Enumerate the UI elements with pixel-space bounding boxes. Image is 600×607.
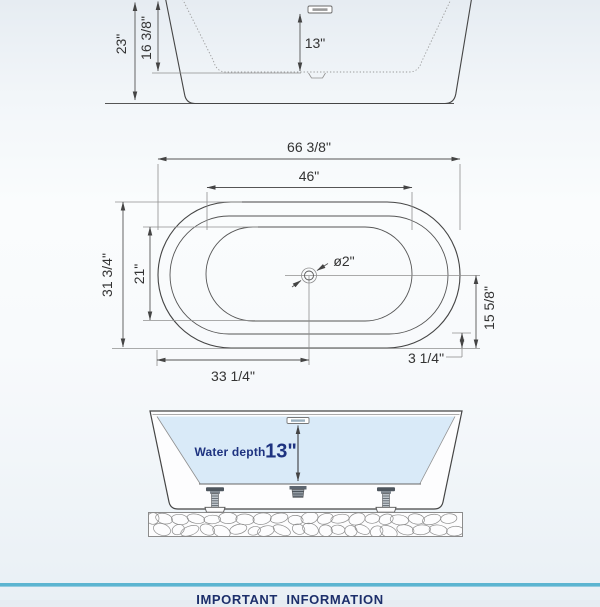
tub-shell-outline — [165, 0, 472, 104]
footer-heading: IMPORTANT INFORMATION — [196, 592, 384, 607]
dim-label-overflow-height: 13" — [304, 35, 326, 51]
footer-divider-line — [0, 583, 600, 587]
dim-label-drain-to-side: 15 5/8" — [481, 286, 497, 330]
dim-label-overall-height: 23" — [113, 33, 129, 55]
overflow-fitting-water — [287, 418, 309, 424]
drain-plan — [285, 264, 480, 366]
dim-label-overall-width: 31 3/4" — [99, 253, 115, 297]
drain-outlet-side — [309, 73, 326, 78]
water-depth-label: Water depth — [194, 445, 266, 459]
dim-label-drain-diameter: ø2" — [333, 253, 355, 269]
ground-hatch — [146, 511, 464, 541]
dim-label-inner-depth: 16 3/8" — [138, 16, 154, 60]
water-depth-view — [146, 411, 464, 541]
overflow-fitting-icon — [308, 6, 332, 13]
dim-label-overall-length: 66 3/8" — [287, 139, 331, 155]
plan-view — [112, 159, 480, 366]
dim-label-drain-from-end: 33 1/4" — [211, 368, 255, 384]
dim-label-basin-length: 46" — [298, 168, 320, 184]
dim-label-rim-width: 3 1/4" — [407, 350, 445, 366]
side-elevation-view — [105, 0, 472, 104]
water-depth-value: 13" — [265, 440, 297, 463]
dim-label-basin-width: 21" — [131, 263, 147, 285]
